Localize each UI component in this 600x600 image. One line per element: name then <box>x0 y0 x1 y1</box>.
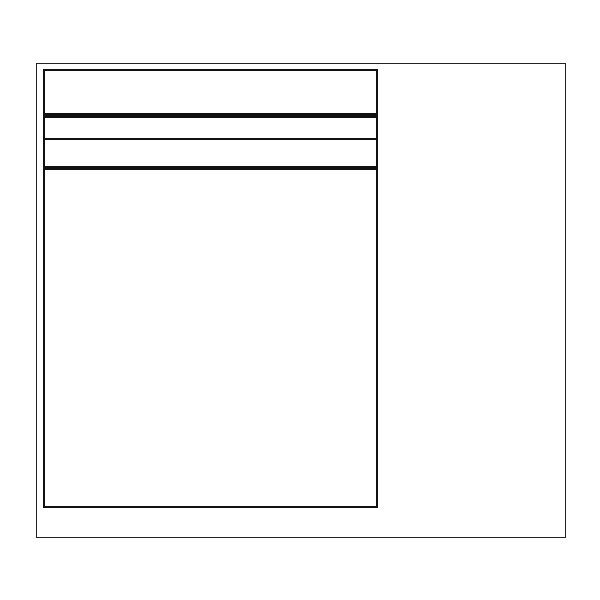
serving-info <box>51 75 370 113</box>
nutrition-facts-table <box>43 69 378 508</box>
facility-fr <box>389 84 559 91</box>
ingredients-panel <box>389 69 559 95</box>
footnote <box>51 170 370 206</box>
facility-en <box>389 73 559 80</box>
calories-row <box>51 118 370 138</box>
column-headers <box>51 140 370 166</box>
